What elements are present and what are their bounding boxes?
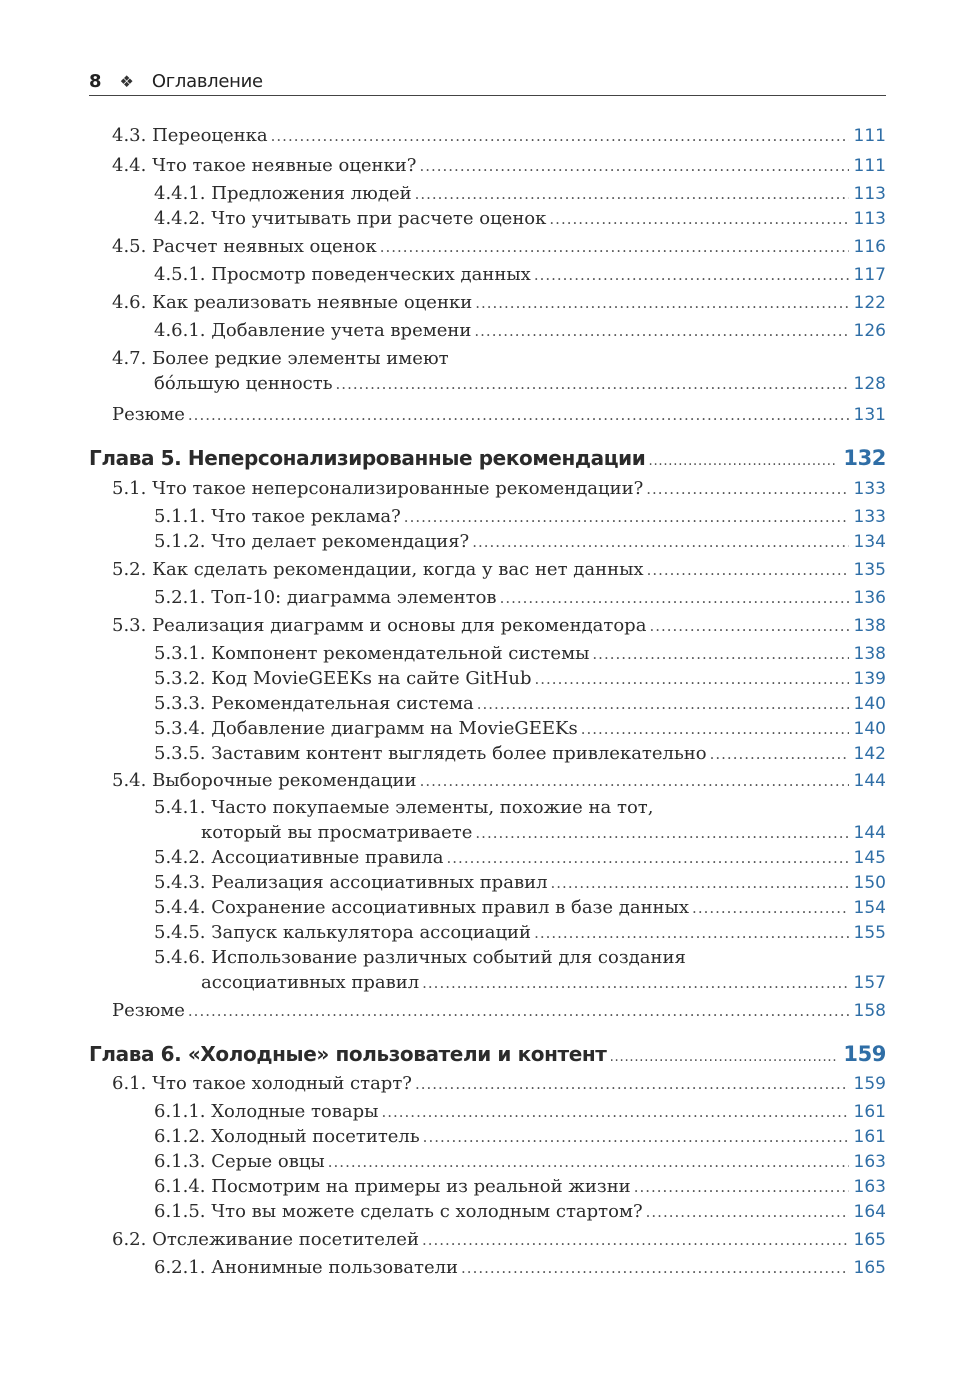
- toc-entry-title: Резюме: [112, 1000, 185, 1021]
- toc-page-number: 161: [853, 1127, 886, 1147]
- toc-entry-title: 6.1.4. Посмотрим на примеры из реальной жизни: [154, 1176, 631, 1197]
- leader-dots: [381, 1100, 848, 1124]
- toc-entry[interactable]: [154, 692, 886, 716]
- toc-chapter-heading[interactable]: [89, 446, 886, 473]
- toc-entry-title: 4.4.2. Что учитывать при расчете оценок: [154, 208, 547, 229]
- toc-entry-title: 5.1.1. Что такое реклама?: [154, 506, 401, 527]
- toc-entry-title: 5.4.3. Реализация ассоциативных правил: [154, 872, 548, 893]
- toc-entry-title: 4.4.1. Предложения людей: [154, 183, 412, 204]
- toc-page-number: 111: [853, 126, 886, 146]
- toc-page-number: 155: [853, 923, 886, 943]
- toc-page-number: 142: [853, 744, 886, 764]
- toc-entry[interactable]: [154, 896, 886, 920]
- toc-page-number: 140: [853, 694, 886, 714]
- chapter-page-number: 132: [843, 446, 886, 470]
- leader-dots: [419, 154, 848, 178]
- leader-dots: [474, 319, 848, 343]
- leader-dots: [461, 1256, 849, 1280]
- toc-entry-title: 5.4.4. Сохранение ассоциативных правил в базе данных: [154, 897, 690, 918]
- toc-entry[interactable]: [154, 1256, 886, 1280]
- toc-page-number: 164: [853, 1202, 886, 1222]
- toc-entry-title: 4.6.1. Добавление учета времени: [154, 320, 472, 341]
- leader-dots: [549, 207, 848, 231]
- leader-dots: [423, 1125, 849, 1149]
- toc-entry[interactable]: [112, 403, 886, 427]
- toc-entry-title: 5.3.5. Заставим контент выглядеть более привлекательно: [154, 743, 707, 764]
- toc-entry[interactable]: [154, 319, 886, 343]
- ornament-icon: ❖: [119, 71, 134, 91]
- toc-page-number: 138: [853, 644, 886, 664]
- toc-entry-title-line1[interactable]: 5.4.1. Часто покупаемые элементы, похожие на тот,: [154, 797, 654, 818]
- toc-page-number: 116: [853, 237, 886, 257]
- toc-entry-title: 5.4. Выборочные рекомендации: [112, 770, 417, 791]
- toc-entry-title-line2: который вы просматриваете: [201, 822, 473, 843]
- toc-page-number: 144: [853, 771, 886, 791]
- toc-entry-title: 6.2.1. Анонимные пользователи: [154, 1257, 459, 1278]
- toc-page-number: 113: [853, 209, 886, 229]
- leader-dots: [534, 263, 849, 287]
- toc-page-number: 117: [853, 265, 886, 285]
- toc-entry-title: 6.2. Отслеживание посетителей: [112, 1229, 419, 1250]
- toc-entry[interactable]: [112, 1228, 886, 1252]
- toc-entry[interactable]: [154, 1175, 886, 1199]
- toc-entry-title-line1[interactable]: 4.7. Более редкие элементы имеют: [112, 348, 449, 369]
- toc-page-number: 136: [853, 588, 886, 608]
- toc-entry-title: 6.1.3. Серые овцы: [154, 1151, 325, 1172]
- leader-dots: [710, 742, 849, 766]
- toc-entry[interactable]: [154, 182, 886, 206]
- toc-entry[interactable]: [112, 614, 886, 638]
- toc-entry-title: 6.1.1. Холодные товары: [154, 1101, 379, 1122]
- toc-page-number: 126: [853, 321, 886, 341]
- chapter-title: Глава 5. Неперсонализированные рекомендации: [89, 446, 646, 470]
- toc-entry-title: 5.3.3. Рекомендательная система: [154, 693, 474, 714]
- toc-entry[interactable]: [154, 1125, 886, 1149]
- toc-entry[interactable]: [154, 505, 886, 529]
- toc-page-number: 134: [853, 532, 886, 552]
- toc-entry[interactable]: [154, 742, 886, 766]
- leader-dots: [551, 871, 849, 895]
- toc-entry-title: 5.1.2. Что делает рекомендация?: [154, 531, 470, 552]
- leader-dots: [592, 642, 848, 666]
- toc-entry[interactable]: [154, 667, 886, 691]
- leader-dots: [422, 971, 848, 995]
- toc-entry-title: 5.3.2. Код MovieGEEKs на сайте GitHub: [154, 668, 532, 689]
- toc-entry[interactable]: [112, 477, 886, 501]
- leader-dots: [328, 1150, 849, 1174]
- toc-entry[interactable]: [154, 1200, 886, 1224]
- leader-dots: [646, 477, 848, 501]
- leader-dots: [692, 896, 849, 920]
- toc-page-number: 138: [853, 616, 886, 636]
- toc-entry[interactable]: [154, 372, 886, 396]
- toc-page-number: 165: [853, 1230, 886, 1250]
- toc-entry-title: 5.3.4. Добавление диаграмм на MovieGEEKs: [154, 718, 578, 739]
- running-title: Оглавление: [151, 70, 263, 92]
- leader-dots: [649, 614, 848, 638]
- toc-entry[interactable]: [112, 124, 886, 148]
- leader-dots: [646, 1200, 849, 1224]
- toc-entry[interactable]: [154, 1100, 886, 1124]
- toc-page-number: 131: [853, 405, 886, 425]
- toc-page-number: 163: [853, 1177, 886, 1197]
- toc-entry-title-line2: бóльшую ценность: [154, 373, 333, 394]
- chapter-title: Глава 6. «Холодные» пользователи и контент: [89, 1042, 607, 1066]
- toc-page-number: 163: [853, 1152, 886, 1172]
- toc-entry[interactable]: [154, 921, 886, 945]
- leader-dots: [500, 586, 849, 610]
- toc-page-number: 165: [853, 1258, 886, 1278]
- leader-dots: [271, 124, 849, 148]
- toc-page-number: 159: [853, 1074, 886, 1094]
- toc-entry-title: 4.6. Как реализовать неявные оценки: [112, 292, 473, 313]
- toc-entry[interactable]: [154, 846, 886, 870]
- toc-entry-title: 5.1. Что такое неперсонализированные рекомендации?: [112, 478, 644, 499]
- toc-page-number: 145: [853, 848, 886, 868]
- toc-page-number: 122: [853, 293, 886, 313]
- leader-dots: [609, 1045, 838, 1069]
- leader-dots: [404, 505, 849, 529]
- toc-entry[interactable]: [154, 530, 886, 554]
- toc-page-number: 161: [853, 1102, 886, 1122]
- leader-dots: [648, 449, 838, 473]
- toc-page-number: 158: [853, 1001, 886, 1021]
- toc-page-number: 113: [853, 184, 886, 204]
- toc-entry[interactable]: [112, 1072, 886, 1096]
- toc-entry-title: 5.3.1. Компонент рекомендательной системы: [154, 643, 590, 664]
- toc-page-number: 135: [853, 560, 886, 580]
- toc-page-number: 157: [853, 973, 886, 993]
- leader-dots: [415, 1072, 849, 1096]
- toc-entry-title-line1[interactable]: 5.4.6. Использование различных событий для создания: [154, 947, 686, 968]
- leader-dots: [472, 530, 848, 554]
- toc-entry[interactable]: [201, 821, 886, 845]
- leader-dots: [415, 182, 849, 206]
- chapter-page-number: 159: [843, 1042, 886, 1066]
- toc-page-number: 144: [853, 823, 886, 843]
- toc-entry[interactable]: [112, 154, 886, 178]
- leader-dots: [188, 999, 849, 1023]
- leader-dots: [534, 921, 848, 945]
- toc-entry-title: 5.2. Как сделать рекомендации, когда у вас нет данных: [112, 559, 644, 580]
- toc-entry[interactable]: [112, 235, 886, 259]
- toc-entry[interactable]: [154, 717, 886, 741]
- toc-entry[interactable]: [201, 971, 886, 995]
- leader-dots: [475, 821, 848, 845]
- toc-page-number: 111: [853, 156, 886, 176]
- toc-entry-title: 5.4.5. Запуск калькулятора ассоциаций: [154, 922, 532, 943]
- toc-entry[interactable]: [112, 999, 886, 1023]
- leader-dots: [422, 1228, 849, 1252]
- toc-page-number: 128: [853, 374, 886, 394]
- leader-dots: [634, 1175, 849, 1199]
- toc-chapter-heading[interactable]: [89, 1042, 886, 1069]
- toc-entry-title: Резюме: [112, 404, 185, 425]
- leader-dots: [420, 769, 849, 793]
- toc-entry-title-line2: ассоциативных правил: [201, 972, 420, 993]
- leader-dots: [477, 692, 849, 716]
- toc-page-number: 150: [853, 873, 886, 893]
- page-header: [89, 67, 886, 96]
- toc-page-number: 139: [853, 669, 886, 689]
- toc-entry[interactable]: [154, 586, 886, 610]
- toc-entry-title: 4.5. Расчет неявных оценок: [112, 236, 377, 257]
- toc-entry-title: 5.2.1. Топ-10: диаграмма элементов: [154, 587, 497, 608]
- toc-page-number: 133: [853, 479, 886, 499]
- leader-dots: [581, 717, 849, 741]
- toc-entry-title: 5.4.2. Ассоциативные правила: [154, 847, 444, 868]
- toc-page-number: 154: [853, 898, 886, 918]
- toc-entry-title: 4.4. Что такое неявные оценки?: [112, 155, 417, 176]
- leader-dots: [336, 372, 849, 396]
- leader-dots: [188, 403, 849, 427]
- toc-entry[interactable]: [112, 291, 886, 315]
- toc-entry[interactable]: [154, 207, 886, 231]
- toc-page-number: 140: [853, 719, 886, 739]
- leader-dots: [380, 235, 849, 259]
- toc-entry-title: 6.1.2. Холодный посетитель: [154, 1126, 420, 1147]
- toc-entry-title: 6.1.5. Что вы можете сделать с холодным стартом?: [154, 1201, 643, 1222]
- toc-entry-title: 4.5.1. Просмотр поведенческих данных: [154, 264, 531, 285]
- leader-dots: [535, 667, 849, 691]
- toc-entry[interactable]: [154, 1150, 886, 1174]
- toc-entry-title: 5.3. Реализация диаграмм и основы для рекомендатора: [112, 615, 647, 636]
- toc-entry[interactable]: [154, 642, 886, 666]
- leader-dots: [475, 291, 848, 315]
- toc-page-number: 133: [853, 507, 886, 527]
- leader-dots: [647, 558, 849, 582]
- toc-entry-title: 4.3. Переоценка: [112, 125, 268, 146]
- page-number: 8: [89, 70, 102, 92]
- leader-dots: [447, 846, 849, 870]
- toc-entry-title: 6.1. Что такое холодный старт?: [112, 1073, 412, 1094]
- toc-entry[interactable]: [154, 871, 886, 895]
- toc-entry[interactable]: [112, 558, 886, 582]
- toc-entry[interactable]: [154, 263, 886, 287]
- toc-entry[interactable]: [112, 769, 886, 793]
